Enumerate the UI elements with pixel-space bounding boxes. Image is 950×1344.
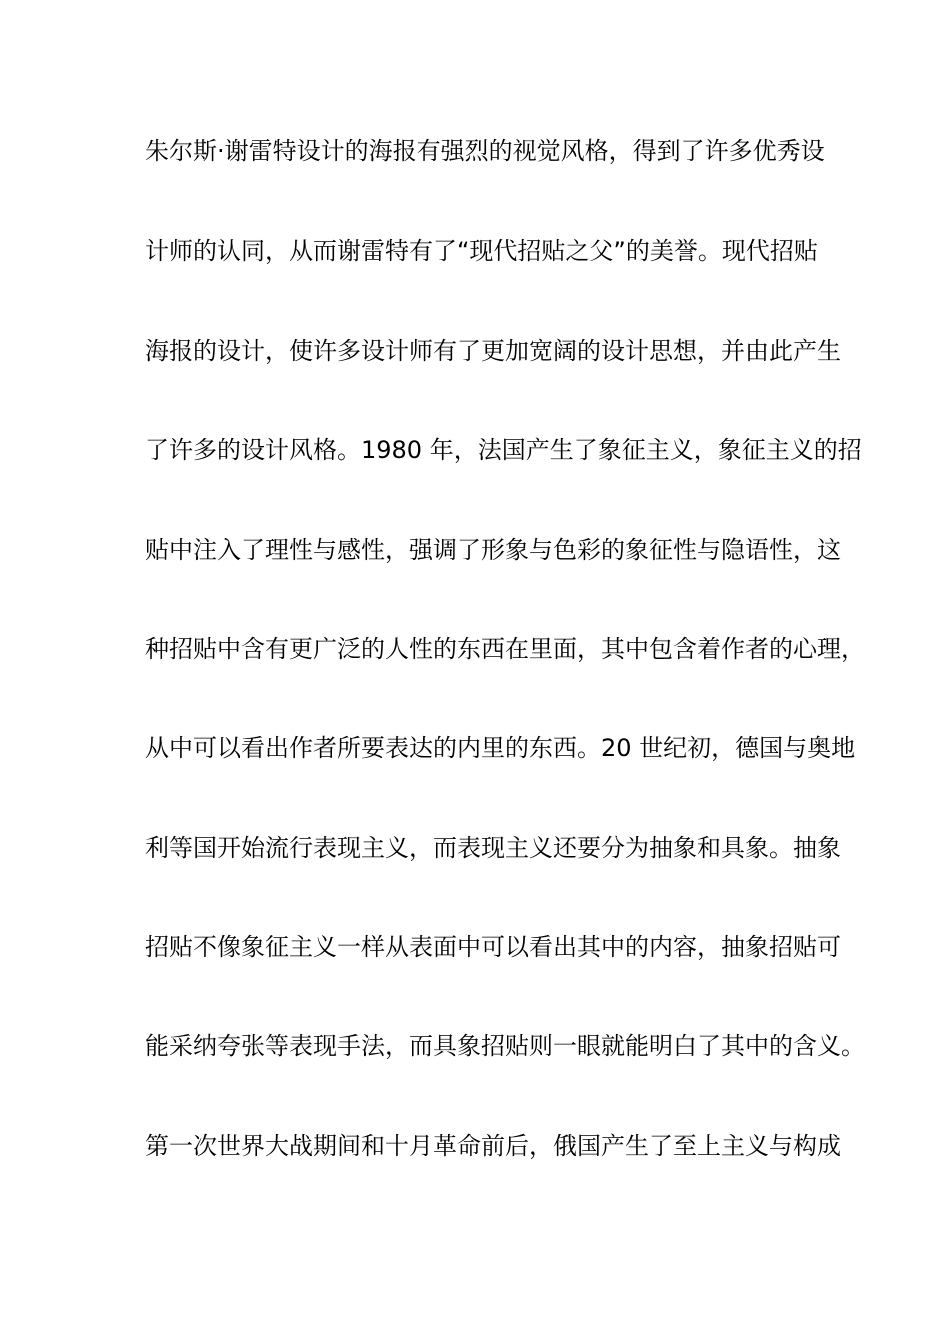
- paragraph-line-5: 贴中注入了理性与感性，强调了形象与色彩的象征性与隐语性，这: [145, 536, 841, 564]
- paragraph-line-6: 种招贴中含有更广泛的人性的东西在里面，其中包含着作者的心理，: [145, 635, 865, 663]
- paragraph-line-1: 朱尔斯·谢雷特设计的海报有强烈的视觉风格，得到了许多优秀设: [145, 137, 825, 165]
- paragraph-line-4: 了许多的设计风格。1980 年，法国产生了象征主义，象征主义的招: [145, 436, 862, 464]
- paragraph-line-10: 能采纳夸张等表现手法，而具象招贴则一眼就能明白了其中的含义。: [145, 1032, 865, 1060]
- paragraph-line-8: 利等国开始流行表现主义，而表现主义还要分为抽象和具象。抽象: [145, 834, 841, 862]
- paragraph-line-11: 第一次世界大战期间和十月革命前后，俄国产生了至上主义与构成: [145, 1132, 841, 1160]
- paragraph-line-9: 招贴不像象征主义一样从表面中可以看出其中的内容，抽象招贴可: [145, 933, 841, 961]
- paragraph-line-7: 从中可以看出作者所要表达的内里的东西。20 世纪初，德国与奥地: [145, 734, 856, 762]
- paragraph-line-3: 海报的设计，使许多设计师有了更加宽阔的设计思想，并由此产生: [145, 337, 841, 365]
- paragraph-line-2: 计师的认同，从而谢雷特有了“现代招贴之父”的美誉。现代招贴: [145, 237, 818, 265]
